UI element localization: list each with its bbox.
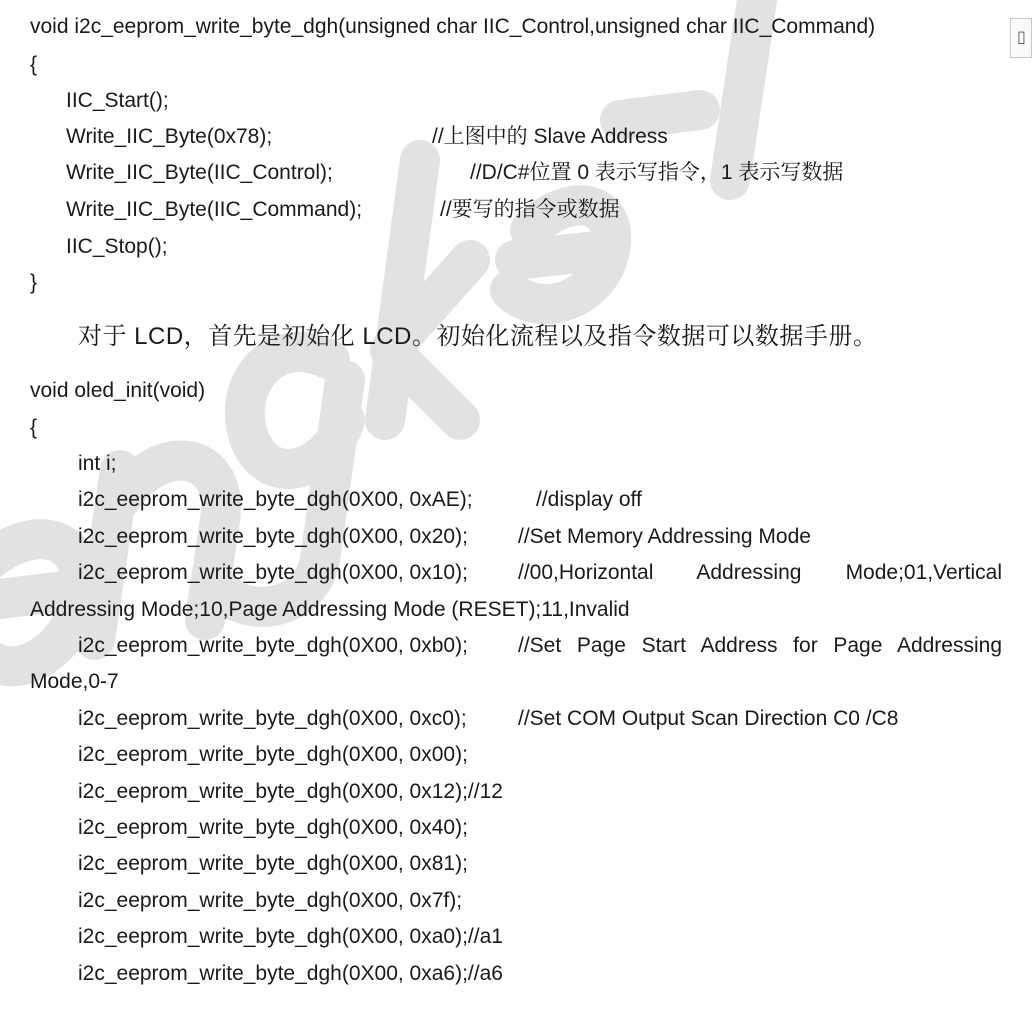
- init-func-signature: void oled_init(void): [30, 379, 206, 402]
- code-line: IIC_Stop();: [66, 235, 168, 258]
- code-continuation: Mode,0-7: [30, 670, 119, 693]
- code-line: i2c_eeprom_write_byte_dgh(0X00, 0xa6);//a6: [78, 962, 503, 985]
- code-line: i2c_eeprom_write_byte_dgh(0X00, 0x00);: [78, 743, 468, 766]
- code-line: i2c_eeprom_write_byte_dgh(0X00, 0xAE);: [78, 488, 473, 511]
- body-paragraph: 对于 LCD，首先是初始化 LCD。初始化流程以及指令数据可以数据手册。: [78, 323, 878, 350]
- code-line: Write_IIC_Byte(IIC_Command);: [66, 198, 363, 221]
- code-comment: //00,Horizontal Addressing Mode;01,Vertical: [518, 561, 1002, 584]
- code-line: IIC_Start();: [66, 89, 169, 112]
- code-line: Write_IIC_Byte(IIC_Control);: [66, 161, 333, 184]
- code-line: i2c_eeprom_write_byte_dgh(0X00, 0x20);: [78, 525, 468, 548]
- code-line: i2c_eeprom_write_byte_dgh(0X00, 0x40);: [78, 816, 468, 839]
- code-line: i2c_eeprom_write_byte_dgh(0X00, 0xa0);//a1: [78, 925, 503, 948]
- code-comment: //D/C#位置 0 表示写指令，1 表示写数据: [470, 161, 844, 184]
- code-comment: //Set Memory Addressing Mode: [518, 525, 811, 548]
- side-panel-tab-icon: ▯: [1017, 29, 1026, 46]
- code-comment: //display off: [536, 488, 642, 511]
- write-func-signature: void i2c_eeprom_write_byte_dgh(unsigned char IIC_Control,unsigned char IIC_Command): [30, 15, 876, 38]
- code-line: i2c_eeprom_write_byte_dgh(0X00, 0xc0);: [78, 707, 467, 730]
- code-line: i2c_eeprom_write_byte_dgh(0X00, 0x10);: [78, 561, 468, 584]
- code-comment: //Set Page Start Address for Page Addressing: [518, 634, 1002, 657]
- code-line: int i;: [78, 452, 117, 475]
- code-continuation: Addressing Mode;10,Page Addressing Mode (RESET);11,Invalid: [30, 598, 630, 621]
- code-line: i2c_eeprom_write_byte_dgh(0X00, 0xb0);: [78, 634, 468, 657]
- code-line: Write_IIC_Byte(0x78);: [66, 125, 273, 148]
- code-comment: //上图中的 Slave Address: [432, 125, 668, 148]
- code-comment: //Set COM Output Scan Direction C0 /C8: [518, 707, 899, 730]
- open-brace: {: [30, 416, 38, 439]
- close-brace: }: [30, 271, 38, 294]
- open-brace: {: [30, 53, 38, 76]
- code-line: i2c_eeprom_write_byte_dgh(0X00, 0x81);: [78, 852, 468, 875]
- side-panel-tab[interactable]: [1010, 18, 1032, 58]
- code-line: i2c_eeprom_write_byte_dgh(0X00, 0x7f);: [78, 889, 463, 912]
- code-comment: //要写的指令或数据: [440, 198, 620, 221]
- code-line: i2c_eeprom_write_byte_dgh(0X00, 0x12);//12: [78, 780, 503, 803]
